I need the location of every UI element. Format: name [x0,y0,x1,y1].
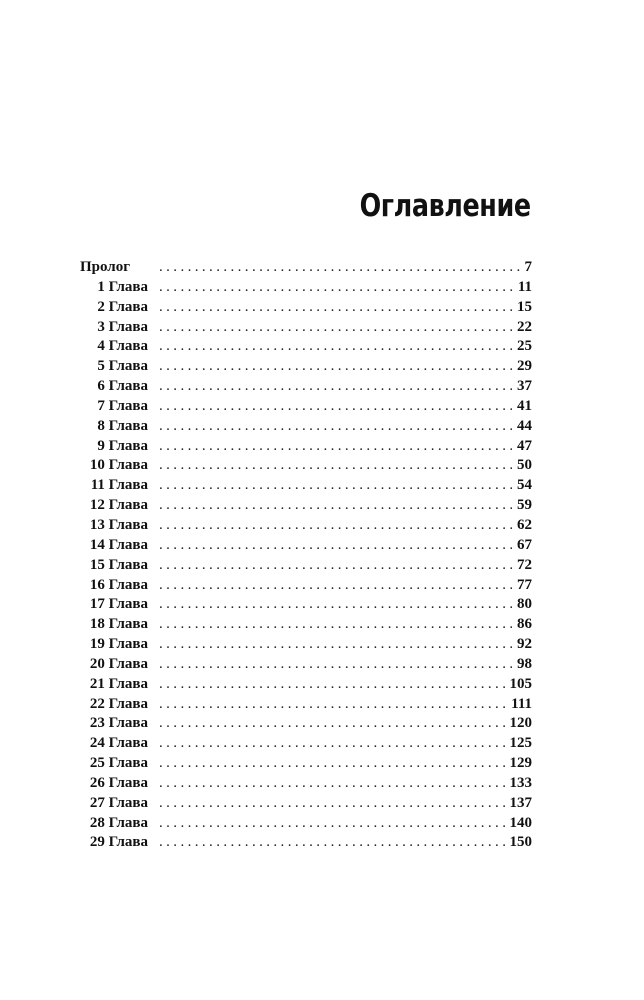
toc-entry-label: 15 Глава [89,556,148,573]
dot-leader [159,397,512,417]
toc-entry-page-number: 7 [524,259,532,275]
toc-entry[interactable] [80,595,532,615]
dot-leader [159,695,506,715]
dot-leader [159,814,505,834]
toc-entry[interactable] [80,258,532,278]
toc-entry-page-number: 120 [509,715,532,732]
toc-entry[interactable] [80,536,532,556]
toc-entry[interactable] [80,675,532,695]
toc-entry-label: 9 Глава [97,437,148,454]
dot-leader [159,714,505,734]
toc-entry-page-number: 15 [517,298,532,315]
dot-leader [159,337,512,357]
toc-entry-page-number: 72 [517,556,532,573]
toc-entry-label: 19 Глава [89,636,148,653]
toc-entry-page-number: 62 [517,516,532,533]
toc-entry[interactable] [80,298,532,318]
toc-entry-page-number: 86 [517,616,532,633]
toc-entry-page-number: 29 [517,358,532,375]
toc-entry-label: 3 Глава [97,318,148,335]
toc-entry-label: 25 Глава [89,755,148,772]
toc-entry[interactable] [80,556,532,576]
toc-entry-page-number: 25 [517,338,532,355]
dot-leader [159,774,505,794]
dot-leader [159,357,512,377]
toc-entry-label: 26 Глава [89,774,148,791]
toc-entry-label: 6 Глава [97,378,148,395]
toc-entry-page-number: 59 [517,497,532,514]
dot-leader [159,318,512,338]
toc-entry-page-number: 129 [509,755,532,772]
toc-entry-label: 27 Глава [89,794,148,811]
toc-entry-page-number: 41 [517,397,532,414]
toc-entry[interactable] [80,437,532,457]
toc-entry-page-number: 111 [511,695,532,712]
toc-entry[interactable] [80,794,532,814]
toc-entry-label: 23 Глава [89,715,148,732]
toc-entry[interactable] [80,714,532,734]
toc-entry-label: 17 Глава [89,596,148,613]
dot-leader [159,298,512,318]
toc-entry-page-number: 98 [517,655,532,672]
dot-leader [159,476,512,496]
toc-entry[interactable] [80,754,532,774]
toc-entry[interactable] [80,456,532,476]
toc-entry[interactable] [80,496,532,516]
toc-entry-label: 11 Глава [90,477,148,494]
dot-leader [159,278,513,298]
toc-entry-page-number: 11 [517,278,532,295]
toc-entry-page-number: 105 [509,675,532,692]
dot-leader [159,496,512,516]
toc-entry[interactable] [80,397,532,417]
dot-leader [159,377,512,397]
toc-entry-page-number: 22 [517,318,532,335]
toc-entry[interactable] [80,377,532,397]
toc-entry-label: 21 Глава [89,675,148,692]
toc-entry-label: 28 Глава [89,814,148,831]
toc-entry-label: 7 Глава [97,397,148,414]
dot-leader [159,675,505,695]
toc-entry[interactable] [80,417,532,437]
toc-entry-page-number: 150 [509,834,532,851]
dot-leader [159,456,512,476]
toc-entry-page-number: 137 [509,794,532,811]
toc-entry[interactable] [80,476,532,496]
toc-entry-page-number: 140 [509,814,532,831]
dot-leader [159,556,512,576]
toc-entry[interactable] [80,695,532,715]
toc-entry[interactable] [80,635,532,655]
toc-entry-page-number: 125 [509,735,532,752]
toc-entry-page-number: 77 [517,576,532,593]
toc-entry-label: 4 Глава [97,338,148,355]
toc-entry-label: 22 Глава [89,695,148,712]
toc-entry-page-number: 44 [517,417,532,434]
toc-entry[interactable] [80,576,532,596]
toc-entry-page-number: 80 [517,596,532,613]
table-of-contents [80,258,532,853]
toc-entry-label: 24 Глава [89,735,148,752]
toc-entry-label: 20 Глава [89,655,148,672]
dot-leader [159,655,512,675]
dot-leader [159,417,512,437]
toc-entry-page-number: 47 [517,437,532,454]
page-title: Оглавление [359,188,531,224]
dot-leader [159,635,512,655]
toc-entry[interactable] [80,337,532,357]
toc-entry-label: 14 Глава [89,536,148,553]
toc-entry[interactable] [80,734,532,754]
toc-entry-page-number: 92 [517,636,532,653]
dot-leader [159,258,520,278]
dot-leader [159,437,512,457]
toc-entry[interactable] [80,318,532,338]
toc-entry[interactable] [80,357,532,377]
dot-leader [159,754,505,774]
toc-entry-label: Пролог [80,259,131,275]
toc-entry-page-number: 133 [509,774,532,791]
toc-entry-page-number: 54 [517,477,532,494]
toc-entry-label: 29 Глава [89,834,148,851]
toc-entry-label: 13 Глава [89,516,148,533]
toc-entry[interactable] [80,833,532,853]
dot-leader [159,734,505,754]
dot-leader [159,595,512,615]
dot-leader [159,833,505,853]
dot-leader [159,615,512,635]
toc-entry-label: 1 Глава [97,278,148,295]
toc-entry[interactable] [80,516,532,536]
toc-entry-label: 5 Глава [97,358,148,375]
toc-entry[interactable] [80,615,532,635]
toc-entry-label: 18 Глава [89,616,148,633]
toc-entry-label: 2 Глава [97,298,148,315]
toc-entry-page-number: 50 [517,457,532,474]
dot-leader [159,536,512,556]
toc-entry-label: 10 Глава [89,457,148,474]
toc-entry-page-number: 37 [517,378,532,395]
toc-entry[interactable] [80,814,532,834]
toc-entry[interactable] [80,655,532,675]
toc-entry[interactable] [80,278,532,298]
dot-leader [159,576,512,596]
toc-entry-label: 12 Глава [89,497,148,514]
toc-entry-page-number: 67 [517,536,532,553]
toc-entry-label: 16 Глава [89,576,148,593]
dot-leader [159,794,505,814]
toc-entry[interactable] [80,774,532,794]
dot-leader [159,516,512,536]
toc-entry-label: 8 Глава [97,417,148,434]
